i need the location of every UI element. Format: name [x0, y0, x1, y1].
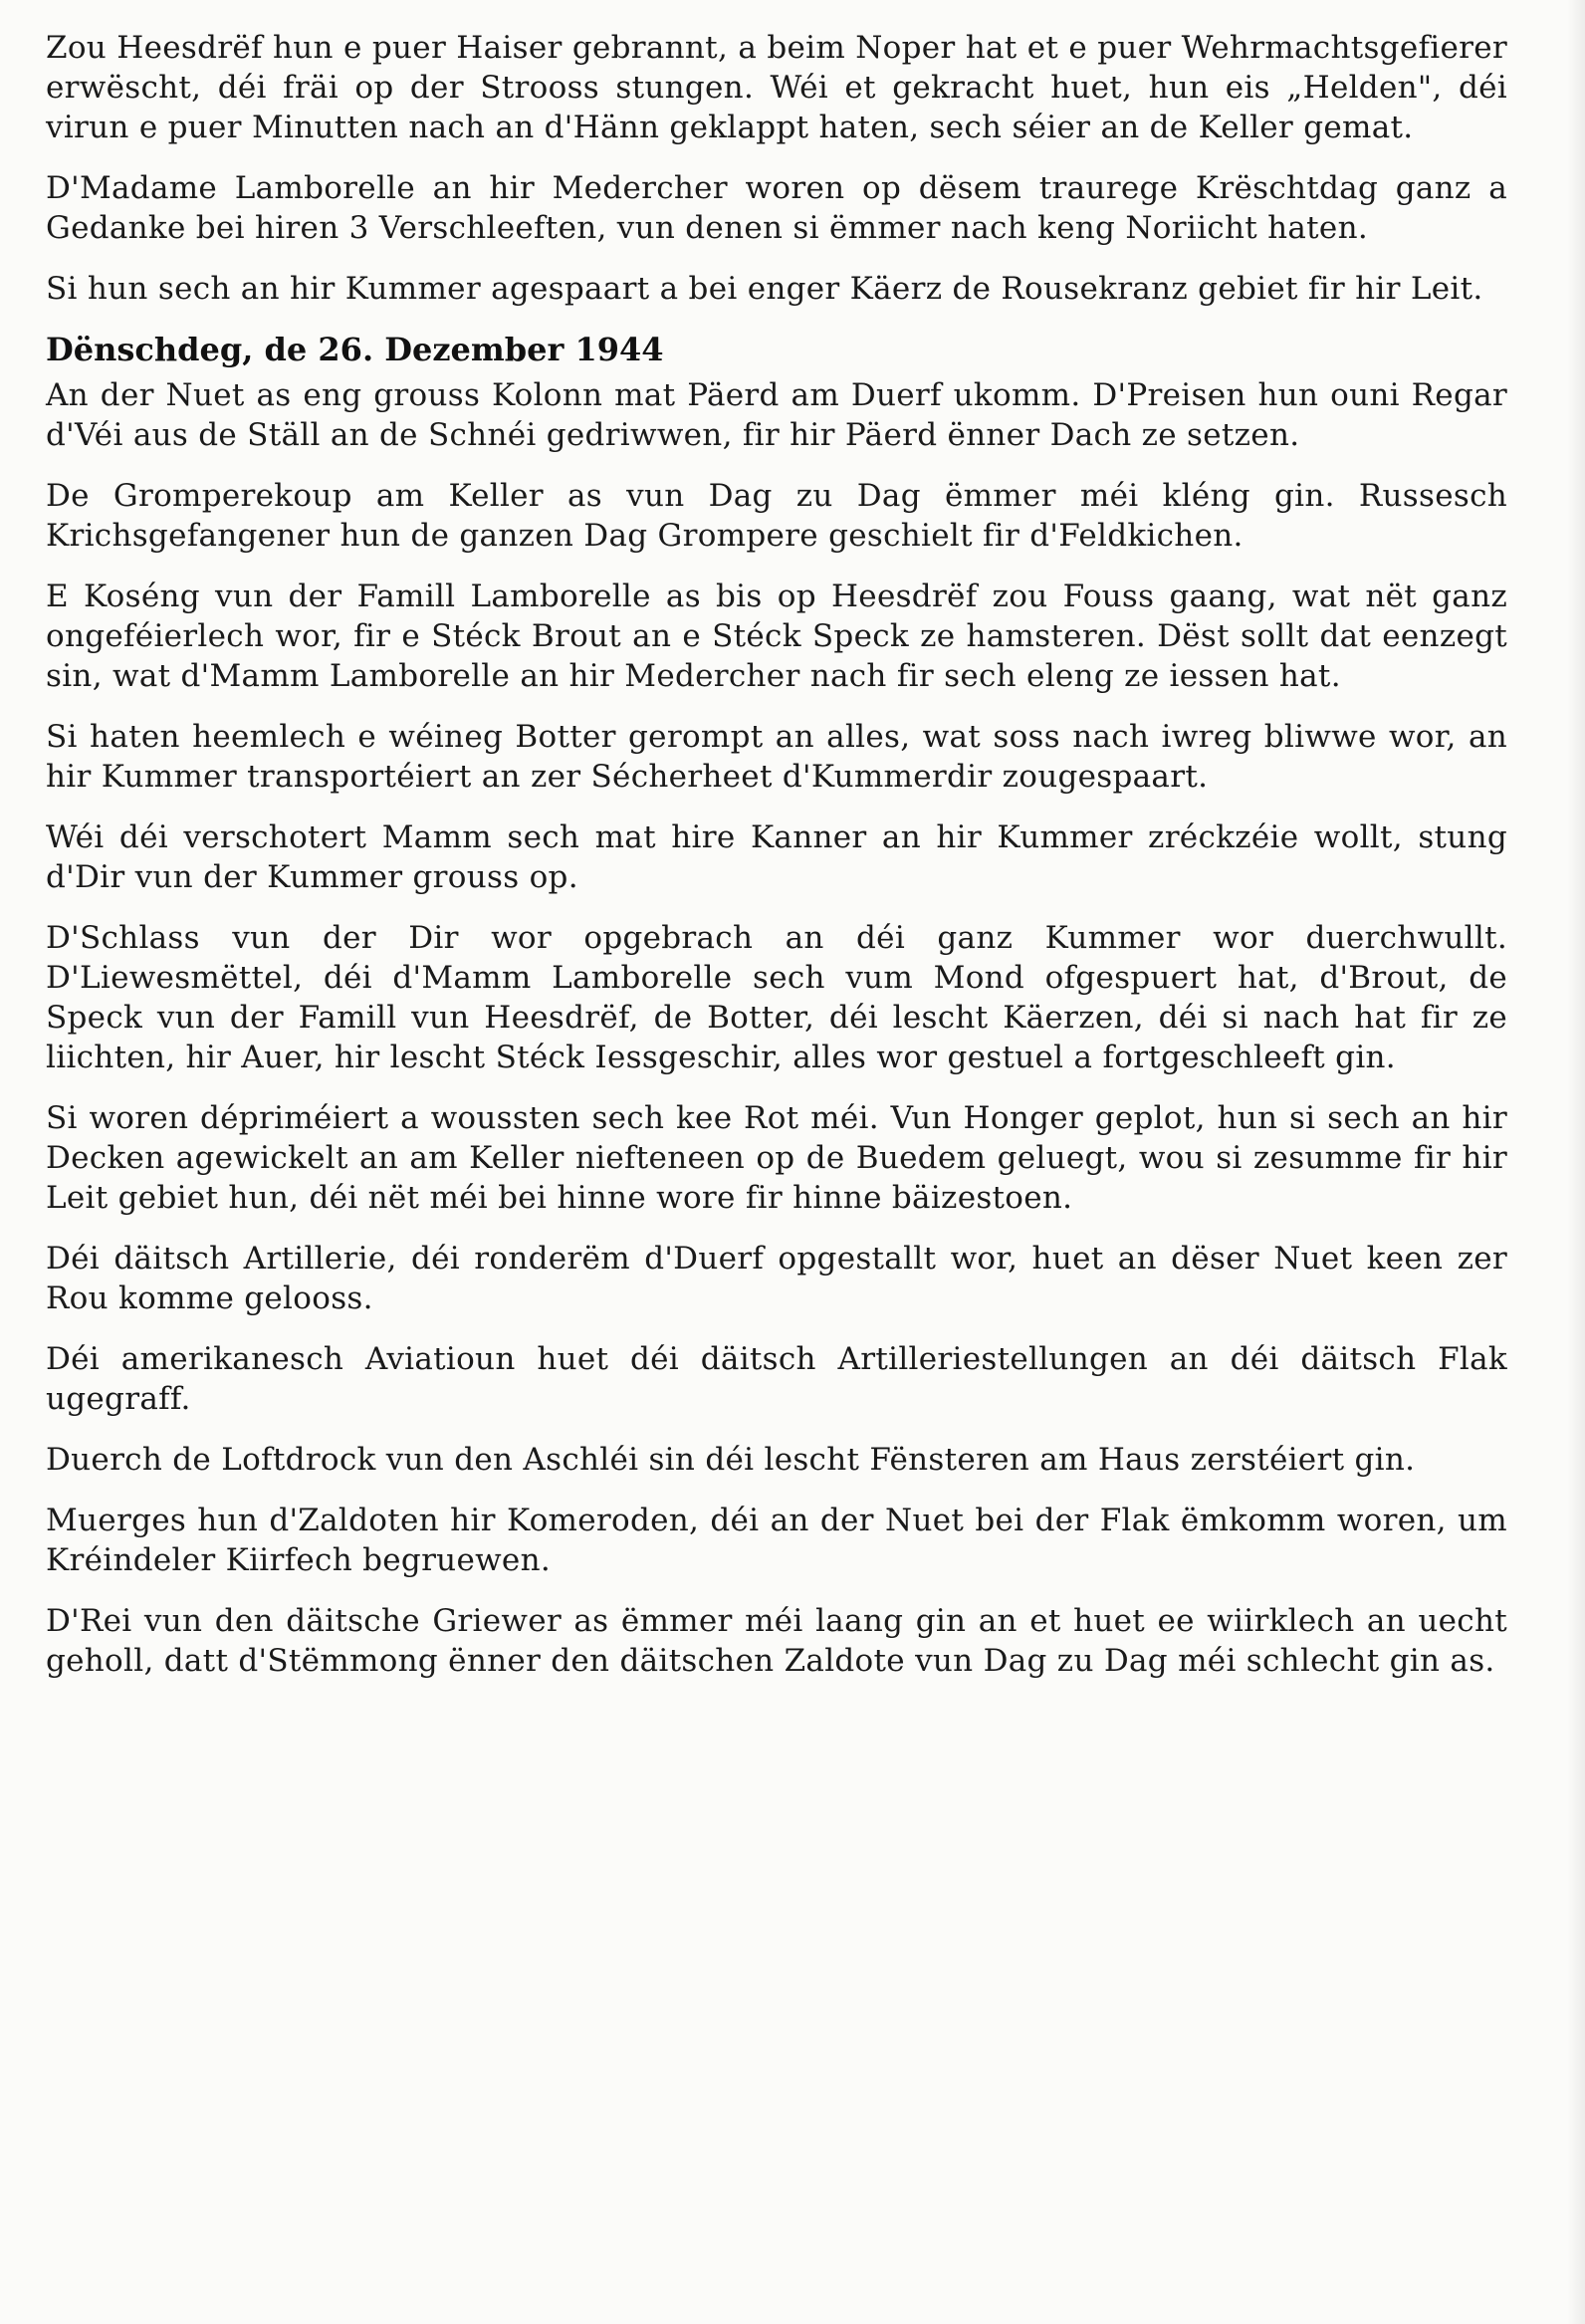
- paragraph-intro-3: Si hun sech an hir Kummer agespaart a bei enger Käerz de Rousekranz gebiet fir hir Leit.: [46, 271, 1483, 307]
- paragraph-11: Muerges hun d'Zaldoten hir Komeroden, déi an der Nuet bei der Flak ëmkomm woren, um Kréindeler Kiirfech begruewen.: [46, 1503, 1507, 1578]
- document-page: [46, 28, 1507, 1702]
- paragraph-12: D'Rei vun den däitsche Griewer as ëmmer méi laang gin an et huet ee wiirklech an uecht geholl, datt d'Stëmmong ënner den däitschen Zaldote vun Dag zu Dag méi schlecht gin as.: [46, 1603, 1507, 1679]
- paragraph-7: Si woren dépriméiert a woussten sech kee Rot méi. Vun Honger geplot, hun si sech an hir Decken agewickelt an am Keller niefteneen op de Buedem geluegt, wou si zesumme fir hir Leit gebiet hun, déi nët méi bei hinne wore fir hinne bäizestoen.: [46, 1100, 1507, 1216]
- paragraph-2: De Gromperekoup am Keller as vun Dag zu Dag ëmmer méi kléng gin. Russesch Krichsgefangener hun de ganzen Dag Grompere geschielt fir d'Feldkichen.: [46, 478, 1507, 554]
- paragraph-8: Déi däitsch Artillerie, déi ronderëm d'Duerf opgestallt wor, huet an dëser Nuet keen zer Rou komme gelooss.: [46, 1241, 1507, 1316]
- paragraph-6: D'Schlass vun der Dir wor opgebrach an déi ganz Kummer wor duerchwullt. D'Liewesmëttel, déi d'Mamm Lamborelle sech vum Mond ofgespuert hat, d'Brout, de Speck vun der Famill vun Heesdrëf, de Botter, déi lescht Käerzen, déi si nach hat fir ze liichten, hir Auer, hir lescht Stéck Iessgeschir, alles wor gestuel a fortgeschleeft gin.: [46, 920, 1507, 1075]
- page-edge-shadow: [1567, 0, 1585, 2324]
- paragraph-9: Déi amerikanesch Aviatioun huet déi däitsch Artilleriestellungen an déi däitsch Flak ugegraff.: [46, 1341, 1507, 1417]
- paragraph-1: An der Nuet as eng grouss Kolonn mat Päerd am Duerf ukomm. D'Preisen hun ouni Regar d'Véi aus de Ställ an de Schnéi gedriwwen, fir hir Päerd ënner Dach ze setzen.: [46, 377, 1507, 453]
- paragraph-3: E Koséng vun der Famill Lamborelle as bis op Heesdrëf zou Fouss gaang, wat nët ganz ongeféierlech wor, fir e Stéck Brout an e Stéck Speck ze hamsteren. Dëst sollt dat eenzegt sin, wat d'Mamm Lamborelle an hir Medercher nach fir sech eleng ze iessen hat.: [46, 579, 1507, 694]
- paragraph-10: Duerch de Loftdrock vun den Aschléi sin déi lescht Fënsteren am Haus zerstéiert gin.: [46, 1442, 1416, 1478]
- paragraph-4: Si haten heemlech e wéineg Botter gerompt an alles, wat soss nach iwreg bliwwe wor, an hir Kummer transportéiert an zer Sécherheet d'Kummerdir zougespaart.: [46, 719, 1507, 795]
- paragraph-intro-2: D'Madame Lamborelle an hir Medercher woren op dësem traurege Krëschtdag ganz a Gedanke bei hiren 3 Verschleeften, vun denen si ëmmer nach keng Noriicht haten.: [46, 170, 1507, 246]
- section-heading-date: Dënschdeg, de 26. Dezember 1944: [46, 331, 664, 368]
- paragraph-5: Wéi déi verschotert Mamm sech mat hire Kanner an hir Kummer zréckzéie wollt, stung d'Dir vun der Kummer grouss op.: [46, 819, 1507, 895]
- paragraph-intro-1: Zou Heesdrëf hun e puer Haiser gebrannt, a beim Noper hat et e puer Wehrmachtsgefierer erwëscht, déi fräi op der Strooss stungen. Wéi et gekracht huet, hun eis „Helden", déi virun e puer Minutten nach an d'Hänn geklappt haten, sech séier an de Keller gemat.: [46, 30, 1507, 145]
